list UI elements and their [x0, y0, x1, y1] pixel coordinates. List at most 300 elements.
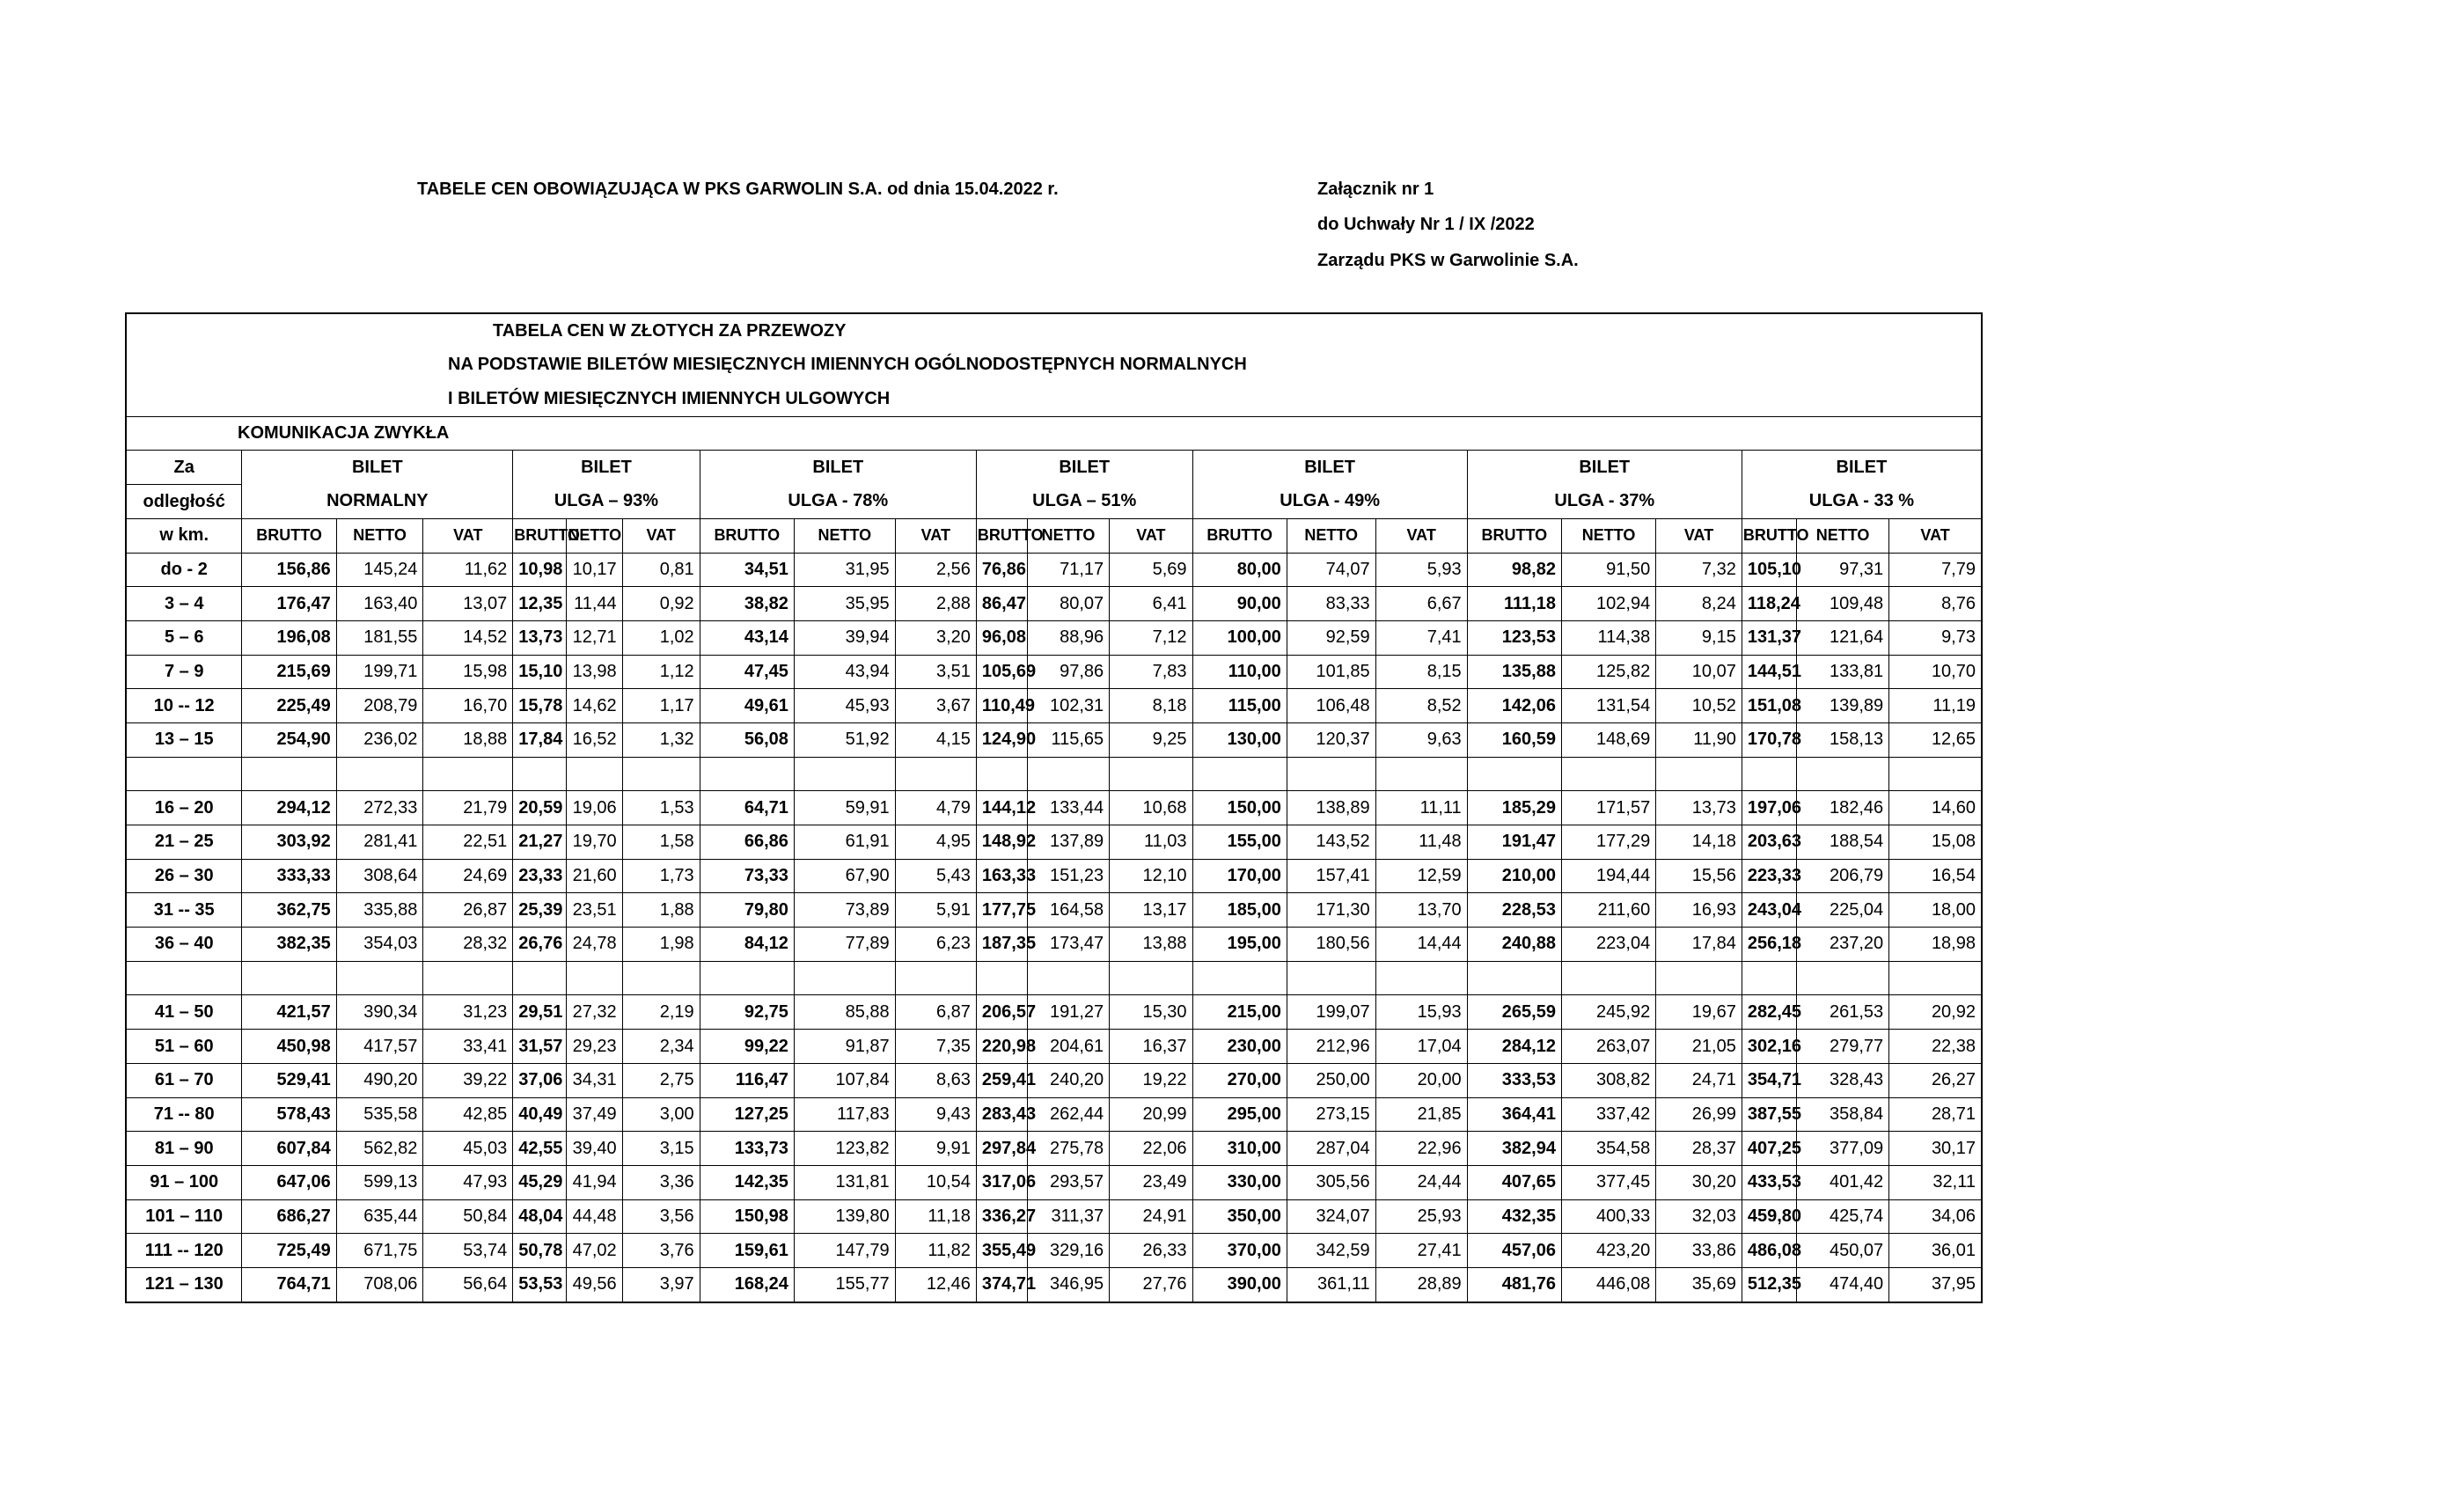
column-header-netto: NETTO [1287, 518, 1375, 553]
price-brutto: 144,12 [976, 791, 1027, 825]
price-vat [1656, 961, 1742, 995]
price-vat: 5,91 [895, 893, 976, 928]
column-header-brutto: BRUTTO [513, 518, 567, 553]
price-vat: 15,93 [1375, 995, 1467, 1030]
price-brutto: 512,35 [1742, 1267, 1796, 1302]
price-vat: 1,17 [622, 689, 700, 723]
price-brutto: 23,33 [513, 859, 567, 893]
price-netto: 120,37 [1287, 722, 1375, 757]
price-brutto: 486,08 [1742, 1234, 1796, 1268]
price-vat: 7,35 [895, 1030, 976, 1064]
price-netto: 37,49 [567, 1097, 622, 1132]
price-netto: 59,91 [794, 791, 895, 825]
price-vat: 33,41 [423, 1030, 513, 1064]
price-brutto: 79,80 [700, 893, 794, 928]
price-netto: 44,48 [567, 1199, 622, 1234]
distance-cell: 10 -- 12 [126, 689, 242, 723]
attachment-line-1: Załącznik nr 1 [1317, 180, 1434, 199]
price-vat: 10,68 [1110, 791, 1192, 825]
table-row [126, 1030, 1982, 1064]
price-netto: 19,06 [567, 791, 622, 825]
price-netto: 139,80 [794, 1199, 895, 1234]
price-brutto: 170,78 [1742, 722, 1796, 757]
price-vat: 12,46 [895, 1267, 976, 1302]
price-netto: 109,48 [1797, 587, 1889, 621]
table-row [126, 859, 1982, 893]
price-brutto: 96,08 [976, 620, 1027, 655]
price-brutto: 223,33 [1742, 859, 1796, 893]
column-header-brutto: BRUTTO [1467, 518, 1561, 553]
price-brutto: 210,00 [1467, 859, 1561, 893]
price-vat: 25,93 [1375, 1199, 1467, 1234]
price-brutto: 354,71 [1742, 1063, 1796, 1097]
price-netto: 211,60 [1561, 893, 1655, 928]
price-netto: 262,44 [1027, 1097, 1109, 1132]
price-netto: 180,56 [1287, 928, 1375, 962]
price-netto: 182,46 [1797, 791, 1889, 825]
price-brutto: 66,86 [700, 825, 794, 860]
price-brutto: 148,92 [976, 825, 1027, 860]
price-netto: 423,20 [1561, 1234, 1655, 1268]
price-vat: 9,91 [895, 1132, 976, 1166]
table-row [126, 1267, 1982, 1302]
price-vat: 7,79 [1889, 553, 1982, 587]
price-vat: 27,41 [1375, 1234, 1467, 1268]
table-caption-line-1: TABELA CEN W ZŁOTYCH ZA PRZEWOZY [126, 313, 1982, 348]
price-netto [567, 757, 622, 791]
price-netto: 240,20 [1027, 1063, 1109, 1097]
table-row [126, 893, 1982, 928]
price-brutto: 155,00 [1192, 825, 1287, 860]
price-brutto: 330,00 [1192, 1165, 1287, 1199]
price-vat: 5,69 [1110, 553, 1192, 587]
price-brutto: 142,06 [1467, 689, 1561, 723]
price-vat [1889, 961, 1982, 995]
price-brutto: 370,00 [1192, 1234, 1287, 1268]
price-netto: 49,56 [567, 1267, 622, 1302]
price-netto: 148,69 [1561, 722, 1655, 757]
distance-cell: 31 -- 35 [126, 893, 242, 928]
price-vat: 36,01 [1889, 1234, 1982, 1268]
ticket-type-header: ULGA - 49% [1192, 485, 1467, 519]
price-netto: 337,42 [1561, 1097, 1655, 1132]
price-brutto: 105,69 [976, 655, 1027, 689]
price-vat: 11,18 [895, 1199, 976, 1234]
price-vat: 10,07 [1656, 655, 1742, 689]
price-netto [1561, 961, 1655, 995]
price-brutto: 48,04 [513, 1199, 567, 1234]
price-vat: 3,67 [895, 689, 976, 723]
price-netto: 91,87 [794, 1030, 895, 1064]
column-header-brutto: BRUTTO [1742, 518, 1796, 553]
price-brutto: 203,63 [1742, 825, 1796, 860]
price-vat: 14,44 [1375, 928, 1467, 962]
price-vat: 8,76 [1889, 587, 1982, 621]
price-netto: 10,17 [567, 553, 622, 587]
price-netto: 188,54 [1797, 825, 1889, 860]
price-netto: 708,06 [336, 1267, 423, 1302]
price-vat: 10,52 [1656, 689, 1742, 723]
attachment-line-2: do Uchwały Nr 1 / IX /2022 [1317, 215, 1535, 234]
price-vat: 11,19 [1889, 689, 1982, 723]
price-brutto: 295,00 [1192, 1097, 1287, 1132]
price-brutto: 390,00 [1192, 1267, 1287, 1302]
price-netto: 102,31 [1027, 689, 1109, 723]
distance-header-line-1: Za [126, 451, 242, 485]
price-vat: 39,22 [423, 1063, 513, 1097]
price-netto: 635,44 [336, 1199, 423, 1234]
price-vat: 16,93 [1656, 893, 1742, 928]
price-netto: 39,40 [567, 1132, 622, 1166]
distance-cell: 26 – 30 [126, 859, 242, 893]
price-netto: 311,37 [1027, 1199, 1109, 1234]
price-vat: 12,59 [1375, 859, 1467, 893]
communication-type: KOMUNIKACJA ZWYKŁA [126, 416, 1982, 451]
price-netto: 101,85 [1287, 655, 1375, 689]
price-brutto: 230,00 [1192, 1030, 1287, 1064]
price-brutto: 382,35 [242, 928, 336, 962]
header-row-2 [126, 485, 1982, 519]
price-netto: 377,09 [1797, 1132, 1889, 1166]
price-netto [1027, 961, 1109, 995]
price-vat: 2,34 [622, 1030, 700, 1064]
price-netto: 354,03 [336, 928, 423, 962]
price-vat: 15,08 [1889, 825, 1982, 860]
price-vat: 30,20 [1656, 1165, 1742, 1199]
price-vat: 15,98 [423, 655, 513, 689]
price-vat: 1,32 [622, 722, 700, 757]
distance-header-line-3: w km. [126, 518, 242, 553]
price-vat: 26,99 [1656, 1097, 1742, 1132]
price-vat: 3,76 [622, 1234, 700, 1268]
price-netto: 41,94 [567, 1165, 622, 1199]
distance-cell: 71 -- 80 [126, 1097, 242, 1132]
price-vat: 11,03 [1110, 825, 1192, 860]
price-netto: 23,51 [567, 893, 622, 928]
price-vat: 1,12 [622, 655, 700, 689]
price-brutto: 42,55 [513, 1132, 567, 1166]
price-vat [423, 757, 513, 791]
header-row-1 [126, 451, 1982, 485]
price-vat: 8,24 [1656, 587, 1742, 621]
price-vat: 42,85 [423, 1097, 513, 1132]
price-vat: 19,22 [1110, 1063, 1192, 1097]
price-brutto: 150,98 [700, 1199, 794, 1234]
price-table [125, 312, 1983, 1303]
price-netto: 250,00 [1287, 1063, 1375, 1097]
price-brutto: 160,59 [1467, 722, 1561, 757]
price-netto [336, 757, 423, 791]
price-netto: 206,79 [1797, 859, 1889, 893]
ticket-type-header: ULGA – 51% [976, 485, 1192, 519]
price-vat [622, 961, 700, 995]
distance-cell: 51 – 60 [126, 1030, 242, 1064]
price-netto: 115,65 [1027, 722, 1109, 757]
price-vat: 8,18 [1110, 689, 1192, 723]
price-brutto: 387,55 [1742, 1097, 1796, 1132]
price-brutto: 529,41 [242, 1063, 336, 1097]
price-vat: 13,88 [1110, 928, 1192, 962]
price-vat: 9,25 [1110, 722, 1192, 757]
price-vat: 9,15 [1656, 620, 1742, 655]
price-brutto: 45,29 [513, 1165, 567, 1199]
price-netto: 14,62 [567, 689, 622, 723]
table-row [126, 825, 1982, 860]
price-brutto: 80,00 [1192, 553, 1287, 587]
price-netto: 171,30 [1287, 893, 1375, 928]
price-vat: 2,56 [895, 553, 976, 587]
price-vat: 9,73 [1889, 620, 1982, 655]
ticket-type-header: ULGA - 78% [700, 485, 976, 519]
price-netto: 245,92 [1561, 995, 1655, 1030]
price-netto: 237,20 [1797, 928, 1889, 962]
price-vat: 12,10 [1110, 859, 1192, 893]
price-vat: 26,27 [1889, 1063, 1982, 1097]
price-vat [1889, 757, 1982, 791]
table-row [126, 1132, 1982, 1166]
price-netto: 21,60 [567, 859, 622, 893]
ticket-group-header: BILET [976, 451, 1192, 485]
price-netto: 212,96 [1287, 1030, 1375, 1064]
price-netto [1561, 757, 1655, 791]
price-vat: 24,71 [1656, 1063, 1742, 1097]
price-netto: 400,33 [1561, 1199, 1655, 1234]
column-header-vat: VAT [423, 518, 513, 553]
price-brutto: 92,75 [700, 995, 794, 1030]
price-brutto: 123,53 [1467, 620, 1561, 655]
table-caption-line-2: NA PODSTAWIE BILETÓW MIESIĘCZNYCH IMIENNYCH OGÓLNODOSTĘPNYCH NORMALNYCH [126, 348, 1982, 383]
table-row [126, 553, 1982, 587]
price-brutto: 130,00 [1192, 722, 1287, 757]
price-netto: 157,41 [1287, 859, 1375, 893]
price-netto: 92,59 [1287, 620, 1375, 655]
price-netto: 61,91 [794, 825, 895, 860]
column-header-vat: VAT [1110, 518, 1192, 553]
table-row [126, 791, 1982, 825]
price-vat: 17,84 [1656, 928, 1742, 962]
price-brutto: 256,18 [1742, 928, 1796, 962]
table-row [126, 689, 1982, 723]
price-netto: 346,95 [1027, 1267, 1109, 1302]
price-vat: 3,00 [622, 1097, 700, 1132]
price-vat: 47,93 [423, 1165, 513, 1199]
price-netto: 287,04 [1287, 1132, 1375, 1166]
price-vat [1375, 757, 1467, 791]
price-brutto: 21,27 [513, 825, 567, 860]
price-netto [336, 961, 423, 995]
price-vat: 20,99 [1110, 1097, 1192, 1132]
distance-cell: 21 – 25 [126, 825, 242, 860]
price-netto: 51,92 [794, 722, 895, 757]
price-netto: 133,81 [1797, 655, 1889, 689]
price-netto: 27,32 [567, 995, 622, 1030]
price-brutto: 294,12 [242, 791, 336, 825]
price-vat [1375, 961, 1467, 995]
price-netto: 155,77 [794, 1267, 895, 1302]
price-brutto: 215,00 [1192, 995, 1287, 1030]
price-netto: 417,57 [336, 1030, 423, 1064]
price-vat: 3,20 [895, 620, 976, 655]
price-brutto: 317,06 [976, 1165, 1027, 1199]
price-vat: 28,37 [1656, 1132, 1742, 1166]
table-row [126, 722, 1982, 757]
table-row [126, 928, 1982, 962]
price-netto: 275,78 [1027, 1132, 1109, 1166]
price-brutto: 115,00 [1192, 689, 1287, 723]
price-brutto: 73,33 [700, 859, 794, 893]
price-brutto: 382,94 [1467, 1132, 1561, 1166]
ticket-type-header: NORMALNY [242, 485, 513, 519]
price-brutto: 53,53 [513, 1267, 567, 1302]
price-vat: 11,48 [1375, 825, 1467, 860]
price-vat: 20,00 [1375, 1063, 1467, 1097]
price-brutto: 185,29 [1467, 791, 1561, 825]
price-netto: 131,54 [1561, 689, 1655, 723]
price-netto [567, 961, 622, 995]
price-netto: 671,75 [336, 1234, 423, 1268]
price-netto [794, 757, 895, 791]
price-netto: 358,84 [1797, 1097, 1889, 1132]
distance-cell: 5 – 6 [126, 620, 242, 655]
price-netto: 85,88 [794, 995, 895, 1030]
column-header-brutto: BRUTTO [976, 518, 1027, 553]
price-vat: 19,67 [1656, 995, 1742, 1030]
ticket-group-header: BILET [700, 451, 976, 485]
price-vat: 10,70 [1889, 655, 1982, 689]
price-brutto: 450,98 [242, 1030, 336, 1064]
distance-cell: 101 – 110 [126, 1199, 242, 1234]
price-vat: 22,51 [423, 825, 513, 860]
price-brutto: 284,12 [1467, 1030, 1561, 1064]
price-vat: 5,43 [895, 859, 976, 893]
price-brutto: 578,43 [242, 1097, 336, 1132]
table-row [126, 1234, 1982, 1268]
price-brutto: 20,59 [513, 791, 567, 825]
price-brutto: 283,43 [976, 1097, 1027, 1132]
price-brutto: 187,35 [976, 928, 1027, 962]
price-brutto: 25,39 [513, 893, 567, 928]
price-brutto [513, 757, 567, 791]
price-netto: 261,53 [1797, 995, 1889, 1030]
price-netto: 208,79 [336, 689, 423, 723]
price-brutto: 333,33 [242, 859, 336, 893]
price-vat: 7,41 [1375, 620, 1467, 655]
ticket-group-header: BILET [513, 451, 700, 485]
price-brutto: 10,98 [513, 553, 567, 587]
price-netto: 273,15 [1287, 1097, 1375, 1132]
price-netto: 446,08 [1561, 1267, 1655, 1302]
price-vat: 30,17 [1889, 1132, 1982, 1166]
price-netto: 390,34 [336, 995, 423, 1030]
price-vat: 24,91 [1110, 1199, 1192, 1234]
header-row-3 [126, 518, 1982, 553]
distance-cell: do - 2 [126, 553, 242, 587]
price-vat [1110, 757, 1192, 791]
price-vat: 4,15 [895, 722, 976, 757]
price-vat: 33,86 [1656, 1234, 1742, 1268]
price-netto: 47,02 [567, 1234, 622, 1268]
column-header-vat: VAT [1375, 518, 1467, 553]
price-brutto: 170,00 [1192, 859, 1287, 893]
price-vat: 28,71 [1889, 1097, 1982, 1132]
price-brutto [700, 961, 794, 995]
price-netto: 293,57 [1027, 1165, 1109, 1199]
distance-header-line-2: odległość [126, 485, 242, 519]
price-vat: 3,36 [622, 1165, 700, 1199]
price-brutto: 364,41 [1467, 1097, 1561, 1132]
price-vat: 26,33 [1110, 1234, 1192, 1268]
price-vat: 3,97 [622, 1267, 700, 1302]
column-header-netto: NETTO [1797, 518, 1889, 553]
price-vat: 9,43 [895, 1097, 976, 1132]
price-vat: 16,70 [423, 689, 513, 723]
price-netto: 263,07 [1561, 1030, 1655, 1064]
price-vat: 0,81 [622, 553, 700, 587]
price-vat: 4,79 [895, 791, 976, 825]
table-row [126, 1063, 1982, 1097]
price-vat: 3,56 [622, 1199, 700, 1234]
price-vat: 21,79 [423, 791, 513, 825]
column-header-vat: VAT [1656, 518, 1742, 553]
price-netto [1797, 961, 1889, 995]
price-vat: 27,76 [1110, 1267, 1192, 1302]
price-vat: 35,69 [1656, 1267, 1742, 1302]
price-vat: 13,17 [1110, 893, 1192, 928]
price-brutto: 336,27 [976, 1199, 1027, 1234]
price-brutto: 647,06 [242, 1165, 336, 1199]
column-header-netto: NETTO [336, 518, 423, 553]
price-vat: 13,70 [1375, 893, 1467, 928]
price-vat: 7,83 [1110, 655, 1192, 689]
price-brutto: 374,71 [976, 1267, 1027, 1302]
price-brutto: 333,53 [1467, 1063, 1561, 1097]
price-vat: 1,53 [622, 791, 700, 825]
price-netto: 138,89 [1287, 791, 1375, 825]
price-netto: 425,74 [1797, 1199, 1889, 1234]
price-brutto: 459,80 [1742, 1199, 1796, 1234]
price-netto [1027, 757, 1109, 791]
price-netto: 16,52 [567, 722, 622, 757]
price-vat: 45,03 [423, 1132, 513, 1166]
price-brutto: 34,51 [700, 553, 794, 587]
price-vat: 4,95 [895, 825, 976, 860]
price-brutto: 40,49 [513, 1097, 567, 1132]
distance-cell: 7 – 9 [126, 655, 242, 689]
price-vat: 20,92 [1889, 995, 1982, 1030]
price-netto: 145,24 [336, 553, 423, 587]
price-brutto: 240,88 [1467, 928, 1561, 962]
price-vat: 1,58 [622, 825, 700, 860]
price-brutto: 29,51 [513, 995, 567, 1030]
price-vat: 11,82 [895, 1234, 976, 1268]
price-brutto [700, 757, 794, 791]
price-vat: 14,60 [1889, 791, 1982, 825]
price-brutto: 47,45 [700, 655, 794, 689]
price-netto: 324,07 [1287, 1199, 1375, 1234]
price-netto: 191,27 [1027, 995, 1109, 1030]
ticket-group-header: BILET [1742, 451, 1982, 485]
price-vat: 14,18 [1656, 825, 1742, 860]
price-netto: 158,13 [1797, 722, 1889, 757]
price-brutto: 159,61 [700, 1234, 794, 1268]
price-vat: 11,62 [423, 553, 513, 587]
table-row [126, 620, 1982, 655]
price-netto: 80,07 [1027, 587, 1109, 621]
price-brutto: 105,10 [1742, 553, 1796, 587]
price-brutto [1192, 961, 1287, 995]
price-brutto: 56,08 [700, 722, 794, 757]
price-vat: 3,51 [895, 655, 976, 689]
